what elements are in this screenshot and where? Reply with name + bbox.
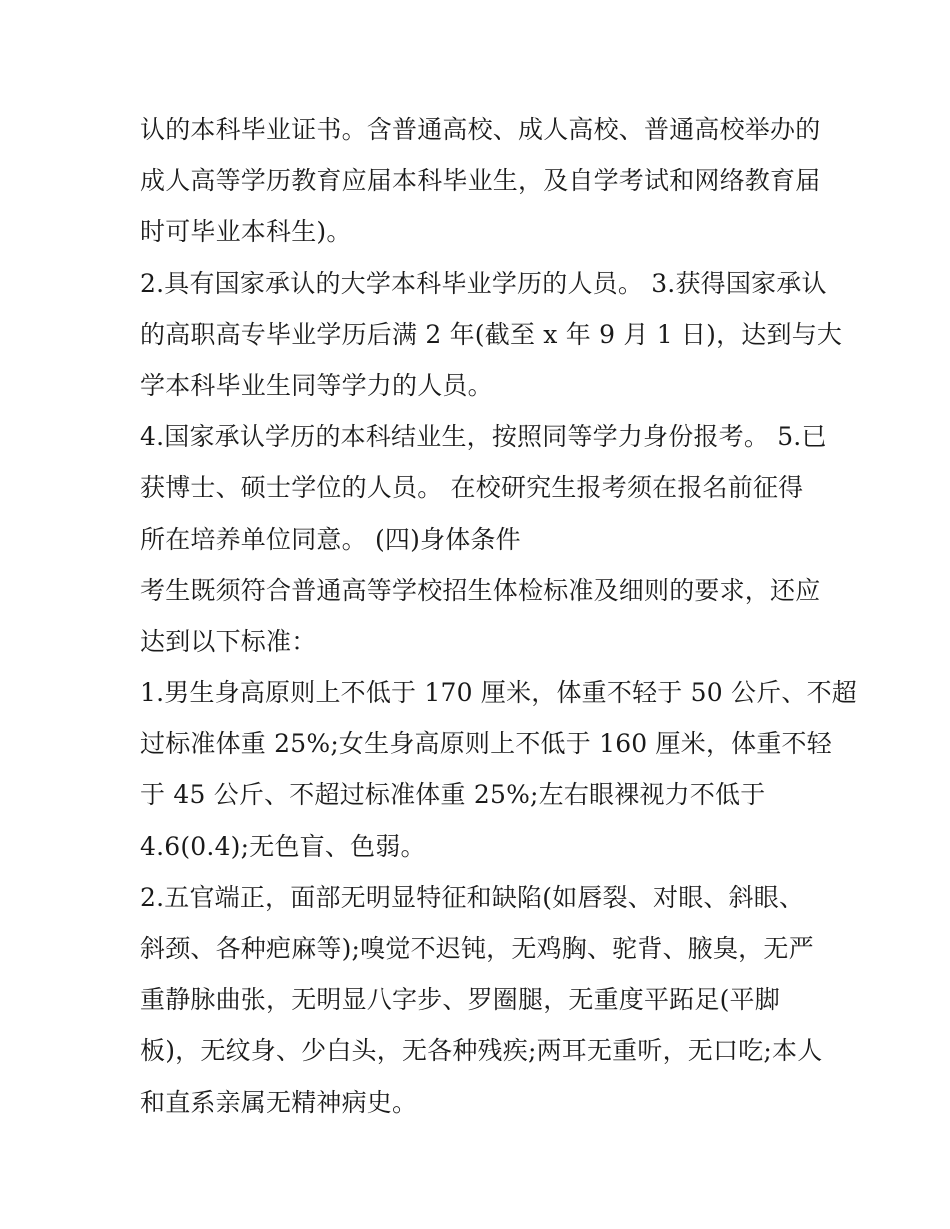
text-line: 4.国家承认学历的本科结业生，按照同等学力身份报考。 5.已 — [140, 422, 827, 452]
text-line: 所在培养单位同意。 (四)身体条件 — [140, 524, 521, 554]
text-line: 时可毕业本科生)。 — [140, 217, 352, 247]
text-line: 4.6(0.4);无色盲、色弱。 — [140, 831, 426, 861]
text-line: 达到以下标准： — [140, 626, 317, 656]
text-line: 1.男生身高原则上不低于 170 厘米，体重不轻于 50 公斤、不超 — [140, 678, 857, 708]
text-line: 考生既须符合普通高等学校招生体检标准及细则的要求，还应 — [140, 575, 821, 605]
text-line: 的高职高专毕业学历后满 2 年(截至 x 年 9 月 1 日)，达到与大 — [140, 319, 843, 349]
text-line: 2.具有国家承认的大学本科毕业学历的人员。 3.获得国家承认 — [140, 268, 827, 298]
text-line: 学本科毕业生同等学力的人员。 — [140, 370, 493, 400]
document-body — [140, 104, 857, 1128]
text-line: 板)，无纹身、少白头，无各种残疾;两耳无重听，无口吃;本人 — [140, 1036, 823, 1066]
text-line: 获博士、硕士学位的人员。 在校研究生报考须在报名前征得 — [140, 473, 804, 503]
text-line: 2.五官端正，面部无明显特征和缺陷(如唇裂、对眼、斜眼、 — [140, 882, 805, 912]
text-line: 成人高等学历教育应届本科毕业生，及自学考试和网络教育届 — [140, 166, 821, 196]
text-line: 斜颈、各种疤麻等);嗅觉不迟钝，无鸡胸、驼背、腋臭，无严 — [140, 934, 814, 963]
text-line: 认的本科毕业证书。含普通高校、成人高校、普通高校举办的 — [140, 115, 821, 144]
text-line: 过标准体重 25%;女生身高原则上不低于 160 厘米，体重不轻 — [140, 729, 832, 759]
text-line: 和直系亲属无精神病史。 — [140, 1087, 418, 1117]
text-line: 重静脉曲张，无明显八字步、罗圈腿，无重度平跖足(平脚 — [140, 985, 780, 1015]
text-line: 于 45 公斤、不超过标准体重 25%;左右眼裸视力不低于 — [140, 780, 766, 810]
